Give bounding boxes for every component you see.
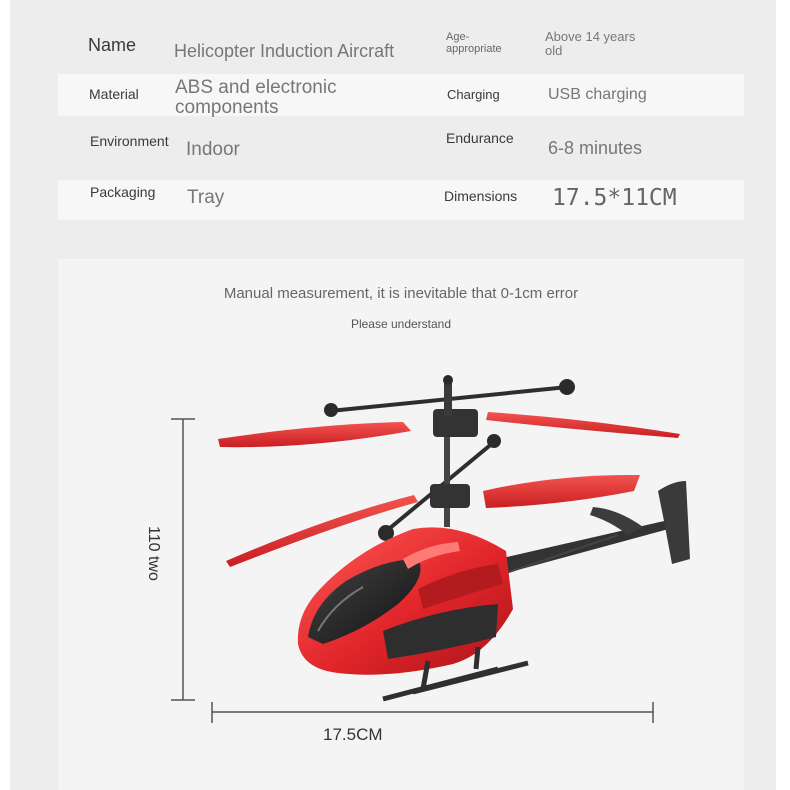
spec-row-packaging — [58, 180, 744, 220]
spec-label: Charging — [447, 87, 500, 102]
spec-value: 17.5*11CM — [552, 185, 677, 211]
spec-value: Tray — [187, 187, 225, 208]
spec-value: Indoor — [186, 139, 240, 160]
measurement-caption: Manual measurement, it is inevitable that 0-1cm error — [223, 285, 579, 302]
spec-value: 6-8 minutes — [548, 138, 643, 158]
measurement-card — [58, 259, 744, 790]
helicopter-image — [58, 259, 744, 790]
width-dimension-line — [212, 702, 653, 723]
spec-row-name — [58, 22, 744, 74]
width-label: 17.5CM — [323, 725, 383, 744]
spec-value: Above 14 years old — [545, 29, 636, 58]
spec-row-material — [58, 74, 744, 116]
spec-label: Endurance — [446, 130, 514, 146]
spec-label: Environment — [90, 133, 169, 149]
spec-label: Dimensions — [444, 188, 518, 204]
spec-row-environment — [58, 116, 744, 180]
height-dimension-line — [171, 419, 195, 700]
spec-label: Age- appropriate — [446, 31, 502, 55]
spec-table — [58, 22, 744, 220]
spec-label: Material — [89, 86, 139, 102]
height-label: 110 two — [145, 526, 162, 581]
spec-value: ABS and electronic components — [175, 77, 337, 118]
spec-value: USB charging — [548, 86, 647, 103]
product-detail-page — [10, 0, 776, 790]
measurement-subcaption: Please understand — [350, 317, 452, 331]
spec-label: Packaging — [90, 184, 156, 200]
spec-label: Name — [88, 35, 137, 55]
spec-value: Helicopter Induction Aircraft — [174, 41, 395, 61]
